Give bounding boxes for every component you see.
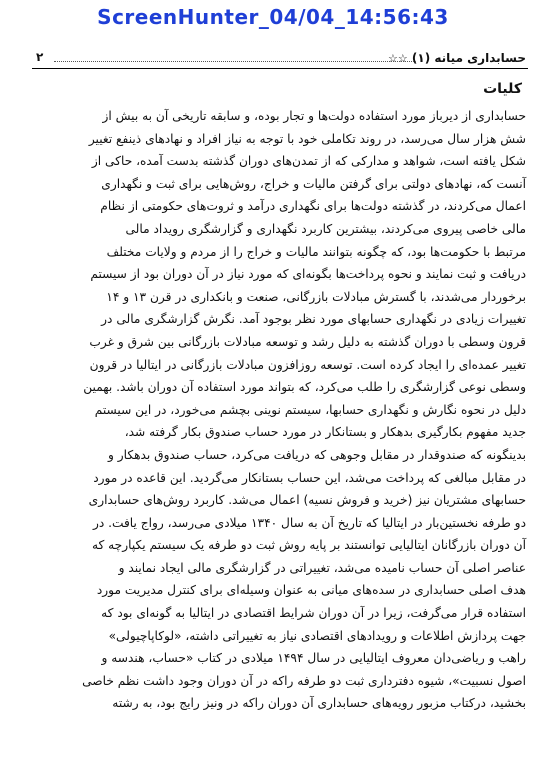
text-line: دریافت و ثبت نمایند و نحوه پرداخت‌ها بگونه‌ای که مورد نیاز در آن دوران بود از سیستم (90, 267, 526, 282)
text-line: حسابهای مشتریان نیز (خرید و فروش نسیه) اعمال می‌شد. کاربرد روش‌های حسابداری (88, 493, 526, 508)
text-line: تغییر عمده‌ای را ایجاد کرده است. توسعه روزافزون مبادلات بازرگانی در ایتالیا در قرون (89, 357, 526, 372)
text-line: هدف اصلی حسابداری در سده‌های میانی به عنوان وسیله‌ای برای کنترل مدیریت مورد (96, 583, 526, 598)
body-text (32, 105, 528, 715)
text-line: اصول نسبیت»، شیوه دفترداری ثبت دو طرفه راکه در آن دوران وجود داشت نظم خاصی (82, 673, 526, 688)
text-line: جدید مفهوم بکارگیری بدهکار و بستانکار در مورد حساب صندوق بکار گرفته شد، (124, 425, 526, 440)
text-line: مرتبط با حکومت‌ها بود، که چگونه بتوانند مالیات و خراج را از مردم و ولایات مختلف (106, 244, 526, 259)
page-header (32, 44, 528, 69)
text-line: شش هزار سال می‌رسد، در روند تکاملی خود با توجه به نیاز افراد و نهادهای ذینفع تغییر (88, 131, 526, 146)
text-line: شکل یافته است، شواهد و مدارکی که از تمدن‌های دوران گذشته بدست آمده، حاکی از (91, 154, 526, 169)
text-line: وسطی نوعی گزارشگری را طلب می‌کرد، که بتواند مورد استفاده آن دوران باشد. بهمین (83, 380, 526, 395)
text-line: عناصر اصلی آن حساب نامیده می‌شد، تغییراتی در گزارشگری مالی ایجاد نمایند و (118, 560, 526, 575)
text-line: بخشید، درکتاب مزبور رویه‌های حسابداری آن دوران راکه در ونیز رایج بود، به رشته (112, 696, 526, 711)
text-line: دلیل در نحوه نگارش و نگهداری حسابها، سیستم نوینی بچشم می‌خورد، در این سیستم (94, 402, 526, 417)
text-line: راهب و ریاضی‌دان معروف ایتالیایی در سال ۱۴۹۴ میلادی در کتاب «حساب، هندسه و (101, 651, 526, 666)
text-line: حسابداری از دیرباز مورد استفاده دولت‌ها و تجار بوده، و سابقه تاریخی آن به بیش از (102, 109, 526, 123)
section-title: کلیات (483, 81, 522, 97)
text-line: اعمال می‌کردند، در گذشته دولت‌ها برای نگهداری درآمد و ثروت‌های حکومتی از نظام (100, 199, 526, 214)
star-outline-icon: ☆☆ (387, 52, 408, 65)
text-line: آنست که، نهادهای دولتی برای گرفتن مالیات و خراج، روش‌هایی برای ثبت و نگهداری (101, 176, 526, 191)
text-line: تغییرات زیادی در نگهداری حسابهای مورد نظر بوجود آمد. نگرش گزارشگری مالی در (101, 312, 526, 327)
text-line: مالی خاصی پیروی می‌کردند، بیشترین کاربرد نگهداری و گزارشگری رویداد مالی (125, 221, 526, 236)
text-line: قرون وسطی با دوران گذشته به دلیل رشد و توسعه مبادلات بازرگانی بین شرق و غرب (89, 334, 526, 349)
book-title-text: حسابداری میانه (۱) (411, 51, 526, 65)
header-leader-dots (54, 61, 416, 62)
text-line: جهت پردازش اطلاعات و رویدادهای اقتصادی نیاز به تغییراتی داشته، «لوکاپاچیولی» (108, 628, 526, 643)
text-line: در مقابل مبالغی که پرداخت می‌شد، این حساب بستانکار می‌گردید. این قاعده در مورد (93, 470, 526, 485)
text-line: بدینگونه که صندوقدار در مقابل وجوهی که دریافت می‌کرد، حساب صندوق بدهکار و (108, 447, 526, 462)
page-number: ۲ (36, 50, 44, 64)
text-line: دو طرفه نخستین‌بار در ایتالیا که تاریخ آن به سال ۱۳۴۰ میلادی می‌رسد، رواج یافت. در (92, 515, 526, 530)
screenhunter-overlay: ScreenHunter_04/04_14:56:43 (97, 5, 449, 29)
text-line: برخوردار می‌شدند، با گسترش مبادلات بازرگانی، صنعت و بانکداری در قرن ۱۳ و ۱۴ (106, 289, 526, 304)
text-line: استفاده قرار می‌گرفت، زیرا در آن دوران شرایط اقتصادی در ایتالیا به گونه‌ای بود که (101, 606, 526, 621)
book-title (388, 51, 526, 65)
document-page (32, 44, 528, 783)
text-line: آن دوران بازرگانان ایتالیایی توانستند بر پایه روش ثبت دو طرفه یک سیستم یکپارچه که (91, 538, 526, 553)
